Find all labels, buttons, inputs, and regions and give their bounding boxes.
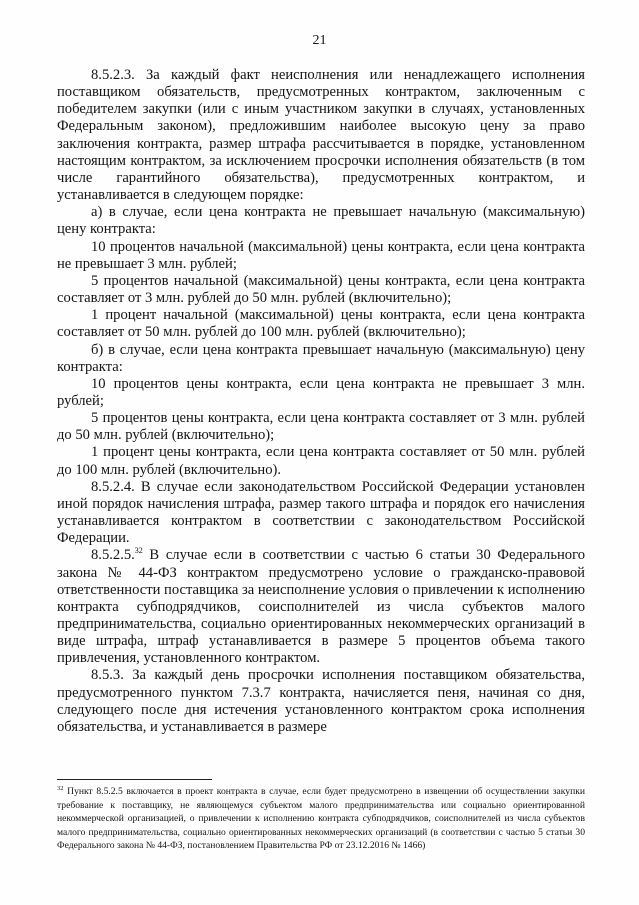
page-number: 21	[312, 33, 327, 48]
paragraph-8-5-3: 8.5.3. За каждый день просрочки исполнения поставщиком обязательства, предусмотренного пунктом 7.3.7 контракта, начисляется пеня, начиная со дня, следующего после дня истечения установленного контрактом срока исполнения обязательства, и устанавливается в размере	[57, 667, 585, 735]
paragraph-case-a-10-percent: 10 процентов начальной (максимальной) цены контракта, если цена контракта не превышает 3 млн. рублей;	[57, 238, 585, 272]
paragraph-case-b-5-percent: 5 процентов цены контракта, если цена контракта составляет от 3 млн. рублей до 50 млн. рублей (включительно);	[57, 410, 585, 444]
paragraph-8-5-2-4: 8.5.2.4. В случае если законодательством Российской Федерации установлен иной порядок начисления штрафа, размер такого штрафа и порядок его начисления устанавливается контрактом в соответствии с законодательством Российской Федерации.	[57, 478, 585, 547]
paragraph-case-b-10-percent: 10 процентов цены контракта, если цена контракта не превышает 3 млн. рублей;	[57, 375, 585, 409]
paragraph-case-a: а) в случае, если цена контракта не превышает начальную (максимальную) цену контракта:	[57, 204, 585, 238]
paragraph-case-a-5-percent: 5 процентов начальной (максимальной) цены контракта, если цена контракта составляет от 3 млн. рублей до 50 млн. рублей (включительно);	[57, 272, 585, 307]
footnote	[57, 785, 585, 853]
footnote-text: Пункт 8.5.2.5 включается в проект контракта в случае, если будет предусмотрено в извещении об осуществлении закупки требование к поставщику, не являющемуся субъектом малого предпринимательства или социально ориентированной некоммерческой организацией, о привлечении к исполнению контракта субподрядчиков, соисполнителей из числа субъектов малого предпринимательства, социально ориентированных некоммерческих организаций (в соответствии с частью 5 статьи 30 Федерального закона № 44-ФЗ, постановлением Правительства РФ от 23.12.2016 № 1466)	[57, 786, 585, 852]
footnote-separator	[57, 779, 212, 780]
paragraph-case-a-1-percent: 1 процент начальной (максимальной) цены контракта, если цена контракта составляет от 50 млн. рублей до 100 млн. рублей (включительно);	[57, 307, 585, 341]
body-text	[57, 67, 585, 736]
paragraph-case-b-1-percent: 1 процент цены контракта, если цена контракта составляет от 50 млн. рублей до 100 млн. рублей (включительно).	[57, 444, 585, 478]
paragraph-8-5-2-5-text: В случае если в соответствии с частью 6 статьи 30 Федерального закона № 44-ФЗ контрактом предусмотрено условие о гражданско-правовой ответственности поставщика за неисполнение условия о привлечении к исполнению контракта субподрядчиков, соисполнителей из числа субъектов малого предпринимательства, социально ориентированных некоммерческих организаций в виде штрафа, штраф устанавливается в размере 5 процентов объема такого привлечения, установленного контрактом.	[57, 547, 585, 667]
footnote-reference[interactable]: 32	[134, 546, 143, 556]
footnote-marker: 32	[57, 785, 64, 792]
paragraph-case-b: б) в случае, если цена контракта превышает начальную (максимальную) цену контракта:	[57, 341, 585, 375]
paragraph-8-5-2-5	[57, 547, 585, 667]
paragraph-8-5-2-3: 8.5.2.3. За каждый факт неисполнения или ненадлежащего исполнения поставщиком обязательств, предусмотренных контрактом, заключенным с победителем закупки (или с иным участником закупки в случаях, установленных Федеральным законом), предложившим наиболее высокую цену за право заключения контракта, размер штрафа рассчитывается в порядке, установленном настоящим контрактом, за исключением просрочки исполнения обязательств (в том числе гарантийного обязательства), предусмотренных контрактом, и устанавливается в следующем порядке:	[57, 67, 585, 204]
paragraph-8-5-2-5-lead: 8.5.2.5.	[91, 547, 135, 564]
